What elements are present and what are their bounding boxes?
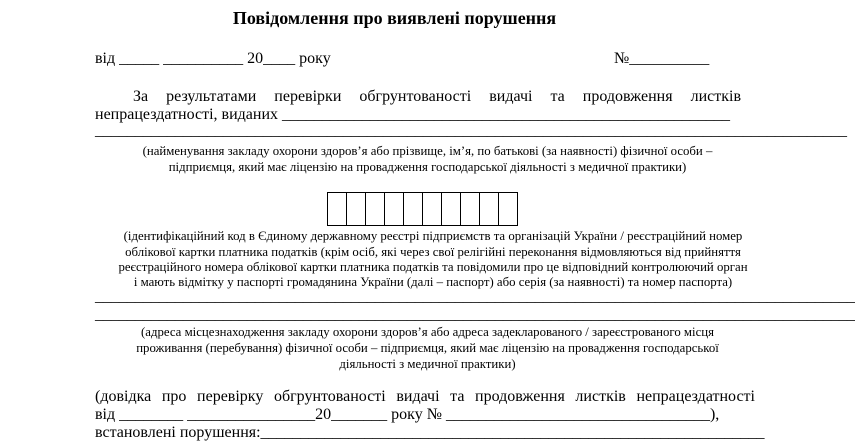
caption-name-line-1: (найменування закладу охорони здоров’я або прізвище, ім’я, по батькові (за наявності) фізичної особи – (142, 144, 713, 158)
caption-code-line-2: облікової картки платника податків (крім осіб, які через свої релігійні переконання відмовляються від прийняття (125, 245, 741, 259)
code-cell[interactable] (479, 192, 499, 226)
code-cell[interactable] (384, 192, 404, 226)
code-cell[interactable] (498, 192, 518, 226)
blank-line-2: _______________________________________________________________________________________________ (95, 288, 855, 305)
caption-address-line-3: діяльності з медичної практики) (339, 357, 516, 371)
caption-code-line-3: реєстраційного номера облікової картки платника податків та повідомили про це відповідний контролюючий орган (118, 260, 748, 274)
caption-code-line-1: (ідентифікаційний код в Єдиному державному реєстрі підприємств та організацій України / реєстраційний номер (123, 229, 743, 243)
blank-line-1: ______________________________________________________________________________________________ (95, 122, 847, 139)
caption-code-line-4: і мають відмітку у паспорті громадянина України (далі – паспорт) або серія (за наявності) та номер паспорта) (133, 275, 733, 289)
identification-code-cells[interactable] (328, 192, 518, 226)
page-title: Повідомлення про виявлені порушення (232, 8, 557, 28)
code-cell[interactable] (422, 192, 442, 226)
code-cell[interactable] (460, 192, 480, 226)
violations-line: встановлені порушення:_______________________________________________________________ (95, 424, 765, 441)
caption-name-line-2: підприємця, який має ліцензію на провадження господарської діяльності з медичної практики) (168, 160, 687, 174)
code-cell[interactable] (441, 192, 461, 226)
reference-line-1: (довідка про перевірку обгрунтованості видачі та продовження листків непрацездатності (95, 388, 755, 405)
blank-line-3: _______________________________________________________________________________________________ (95, 306, 855, 323)
caption-address-line-1: (адреса місцезнаходження закладу охорони здоров’я або адреса задекларованого / зареєстрованого місця (141, 325, 714, 339)
code-cell[interactable] (346, 192, 366, 226)
code-cell[interactable] (403, 192, 423, 226)
intro-line-1: За результатами перевірки обгрунтованості видачі та продовження листків (133, 88, 741, 105)
caption-address-line-2: проживання (перебування) фізичної особи – підприємця, який має ліцензію на провадження господарської (136, 341, 719, 355)
date-line: від _____ __________ 20____ року (95, 50, 331, 67)
intro-line-2: непрацездатності, виданих ________________________________________________________ (95, 106, 731, 123)
code-cell[interactable] (327, 192, 347, 226)
code-cell[interactable] (365, 192, 385, 226)
number-line: №__________ (614, 50, 710, 67)
reference-line-2: від ________ ________________20_______ року № _________________________________), (95, 406, 720, 423)
